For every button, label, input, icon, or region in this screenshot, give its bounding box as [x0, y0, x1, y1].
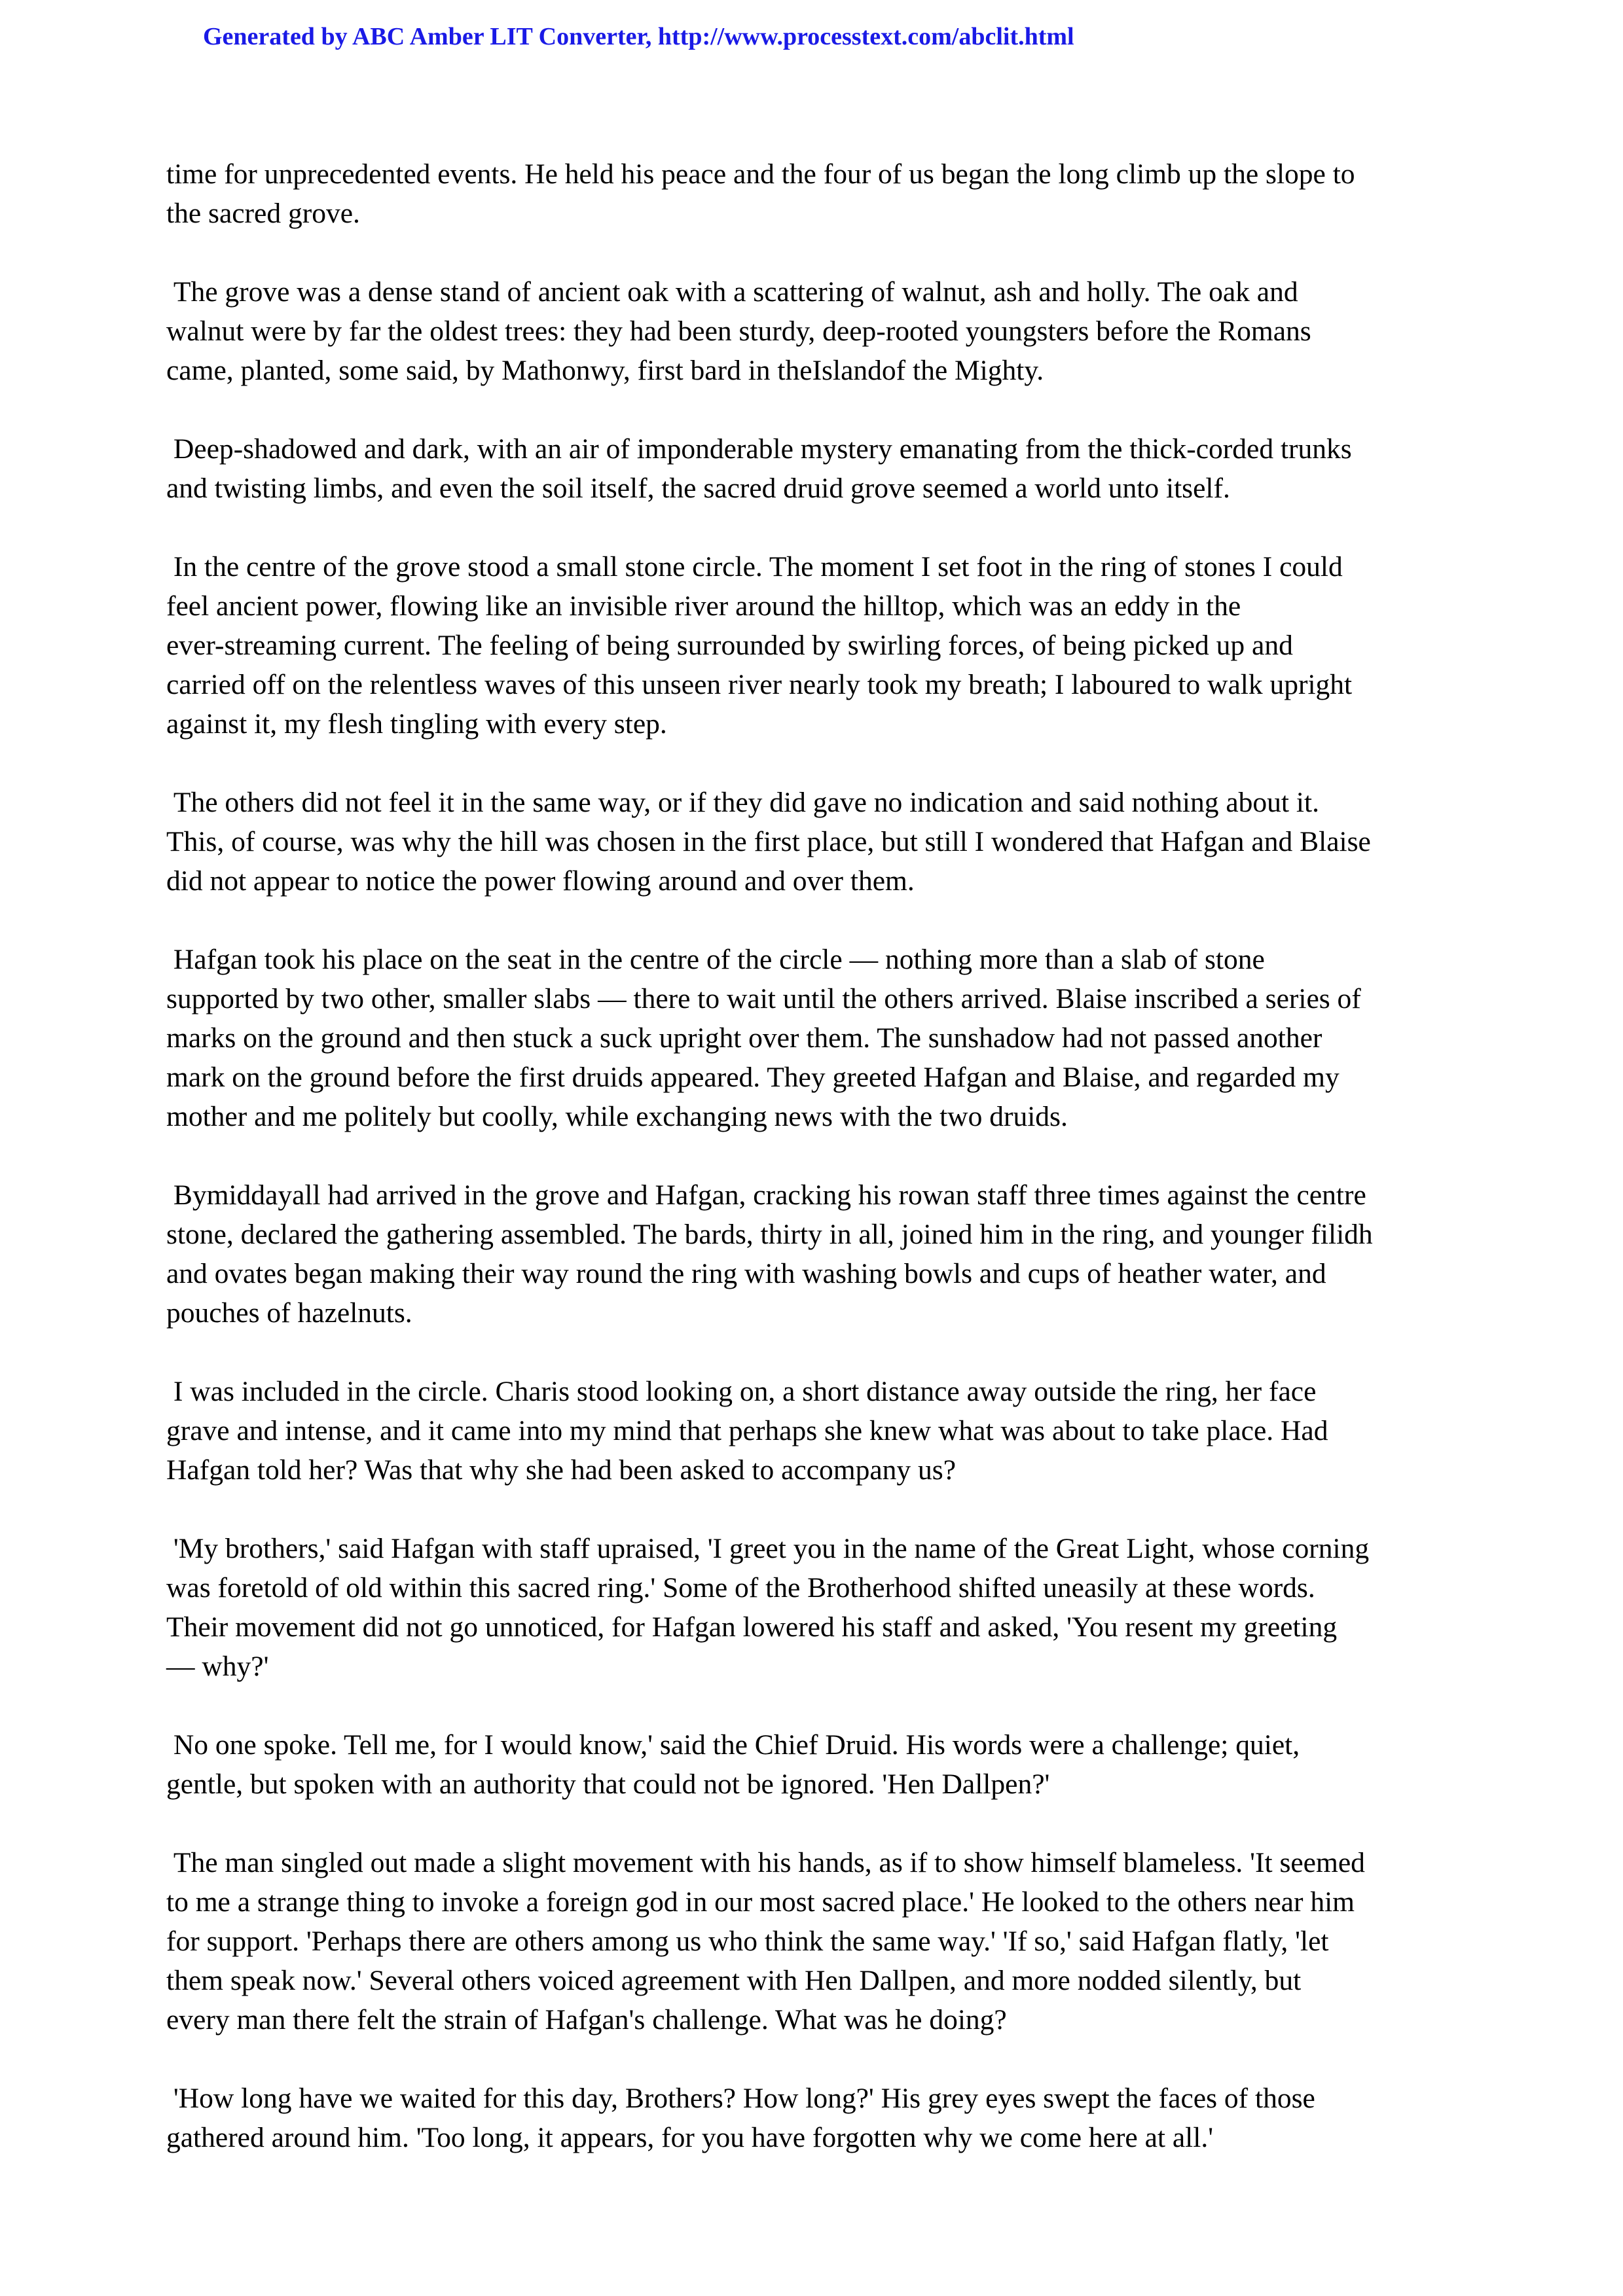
paragraph: 'My brothers,' said Hafgan with staff upraised, 'I greet you in the name of the Great Light, whose corning was foretold of old within this sacred ring.' Some of the Brotherhood shifted uneasily at these words. Their movement did not go unnoticed, for Hafgan lowered his staff and asked, 'You resent my greeting — why?': [166, 1533, 1370, 1682]
generator-header: Generated by ABC Amber LIT Converter, http://www.processtext.com/abclit.html: [203, 23, 1074, 50]
paragraph: Bymiddayall had arrived in the grove and Hafgan, cracking his rowan staff three times against the centre stone, declared the gathering assembled. The bards, thirty in all, joined him in the ring, and younger filidh and ovates began making their way round the ring with washing bowls and cups of heather water, and pouches of hazelnuts.: [166, 1179, 1373, 1329]
paragraph: In the centre of the grove stood a small stone circle. The moment I set foot in the ring of stones I could feel ancient power, flowing like an invisible river around the hilltop, which was an eddy in the ever-streaming current. The feeling of being surrounded by swirling forces, of being picked up and carried off on the relentless waves of this unseen river nearly took my breath; I laboured to walk upright against it, my flesh tingling with every step.: [166, 551, 1353, 740]
paragraph: The grove was a dense stand of ancient oak with a scattering of walnut, ash and holly. The oak and walnut were by far the oldest trees: they had been sturdy, deep-rooted youngsters before the Romans came, planted, some said, by Mathonwy, first bard in theIslandof the Mighty.: [166, 276, 1311, 386]
paragraph: No one spoke. Tell me, for I would know,' said the Chief Druid. His words were a challenge; quiet, gentle, but spoken with an authority that could not be ignored. 'Hen Dallpen?': [166, 1729, 1300, 1800]
document-body: [166, 154, 1476, 2197]
paragraph: time for unprecedented events. He held his peace and the four of us began the long climb up the slope to the sacred grove.: [166, 158, 1355, 229]
paragraph: Hafgan took his place on the seat in the centre of the circle — nothing more than a slab of stone supported by two other, smaller slabs — there to wait until the others arrived. Blaise inscribed a series of marks on the ground and then stuck a suck upright over them. The sunshadow had not passed another mark on the ground before the first druids appeared. They greeted Hafgan and Blaise, and regarded my mother and me politely but coolly, while exchanging news with the two druids.: [166, 944, 1361, 1132]
paragraph: The man singled out made a slight movement with his hands, as if to show himself blameless. 'It seemed to me a strange thing to invoke a foreign god in our most sacred place.' He looked to the others near him for support. 'Perhaps there are others among us who think the same way.' 'If so,' said Hafgan flatly, 'let them speak now.' Several others voiced agreement with Hen Dallpen, and more nodded silently, but every man there felt the strain of Hafgan's challenge. What was he doing?: [166, 1847, 1365, 2036]
paragraph: 'How long have we waited for this day, Brothers? How long?' His grey eyes swept the faces of those gathered around him. 'Too long, it appears, for you have forgotten why we come here at all.': [166, 2083, 1315, 2153]
paragraph: Deep-shadowed and dark, with an air of imponderable mystery emanating from the thick-corded trunks and twisting limbs, and even the soil itself, the sacred druid grove seemed a world unto itself.: [166, 433, 1352, 504]
paragraph: The others did not feel it in the same way, or if they did gave no indication and said nothing about it. This, of course, was why the hill was chosen in the first place, but still I wondered that Hafgan and Blaise did not appear to notice the power flowing around and over them.: [166, 787, 1371, 897]
paragraph: I was included in the circle. Charis stood looking on, a short distance away outside the ring, her face grave and intense, and it came into my mind that perhaps she knew what was about to take place. Had Hafgan told her? Was that why she had been asked to accompany us?: [166, 1376, 1328, 1486]
